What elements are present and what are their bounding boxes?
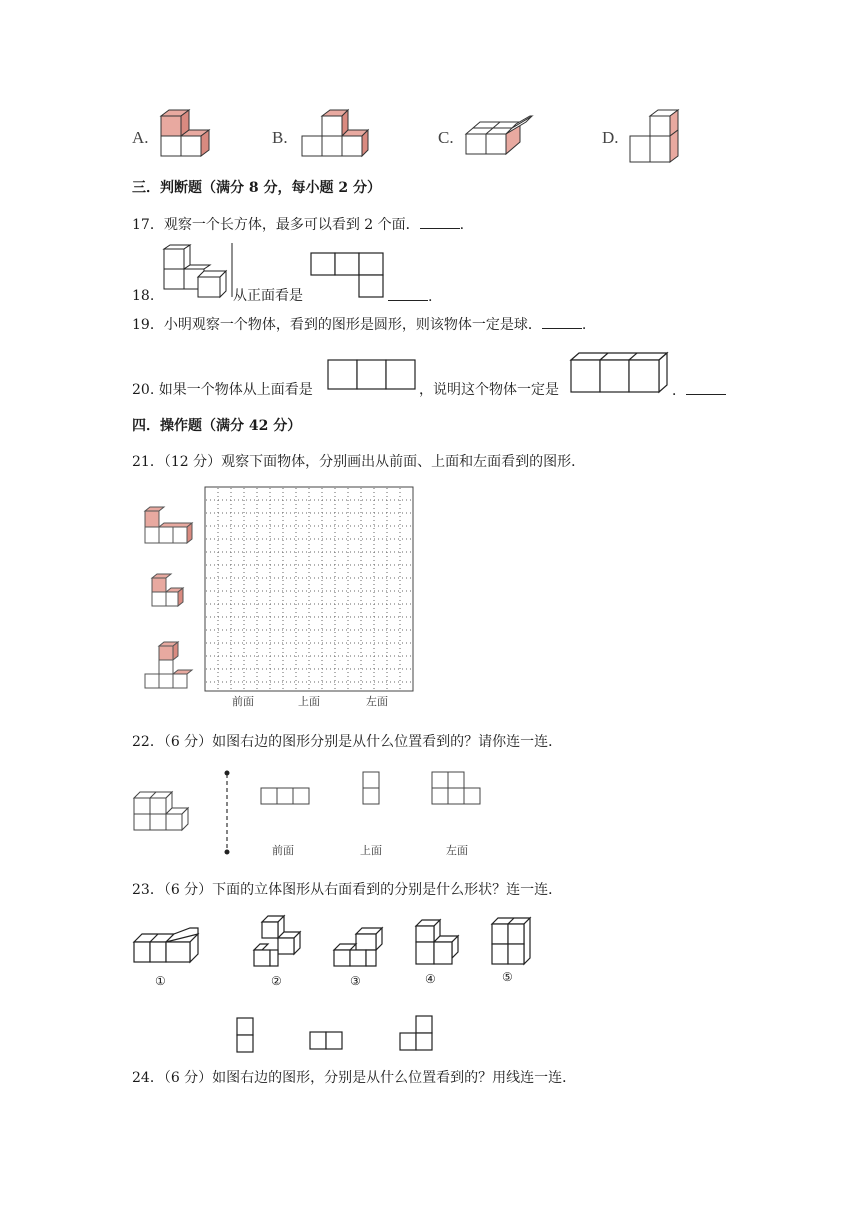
q21-label-top: 上面 (298, 695, 320, 708)
q22-view-1[interactable] (260, 786, 314, 808)
q21-object-3 (143, 640, 195, 690)
q21-object-2 (150, 572, 186, 612)
q18-mid-text: 从正面看是 (233, 288, 303, 304)
q19-answer-blank[interactable] (542, 314, 582, 329)
q21-object-1 (143, 505, 195, 545)
q18-end: . (428, 289, 433, 305)
option-d-label: D. (602, 128, 619, 147)
option-c-figure (460, 108, 540, 166)
q18-front-view (310, 252, 390, 298)
q18-answer-blank[interactable] (388, 286, 428, 301)
option-a-label: A. (132, 128, 149, 147)
q18-answer (388, 286, 432, 307)
option-b-label: B. (272, 128, 288, 147)
q21-label-front: 前面 (232, 695, 254, 708)
q23-solid-2 (250, 914, 306, 970)
q21-label-left: 左面 (366, 695, 388, 708)
q20-end: ． (672, 383, 686, 399)
q19-row (132, 314, 586, 335)
q19-text: 19．小明观察一个物体，看到的图形是圆形，则该物体一定是球． (132, 317, 542, 333)
q23-label-3: ③ (350, 974, 361, 988)
q22-label-left: 左面 (446, 844, 468, 857)
q20-solid-figure (568, 351, 672, 395)
q22-solid-figure (132, 790, 194, 836)
q22-dashed-divider (222, 770, 232, 856)
q23-view-b[interactable] (309, 1030, 345, 1052)
q19-end: . (581, 317, 587, 333)
q23-label-2: ② (271, 974, 282, 988)
q23-solid-4 (412, 918, 462, 970)
q22-label-top: 上面 (360, 844, 382, 857)
q23-text: 23．（6 分）下面的立体图形从右面看到的分别是什么形状？连一连． (132, 882, 563, 898)
q17-answer-blank[interactable] (420, 214, 460, 229)
q23-solid-3 (332, 928, 388, 970)
q23-solid-5 (490, 916, 534, 968)
q23-label-5: ⑤ (502, 970, 513, 984)
option-b-figure (296, 108, 376, 166)
option-c-label: C. (438, 128, 454, 147)
q17-row (132, 214, 464, 235)
q17-text: 17．观察一个长方体，最多可以看到 2 个面． (132, 217, 420, 233)
q21-text: 21．（12 分）观察下面物体，分别画出从前面、上面和左面看到的图形． (132, 454, 586, 470)
q18-number: 18. (132, 288, 155, 304)
q23-view-c[interactable] (399, 1014, 437, 1054)
q20-mid-text: ，说明这个物体一定是 (419, 382, 559, 398)
section3-title: 三．判断题（满分 8 分，每小题 2 分） (132, 180, 381, 196)
q22-view-3[interactable] (431, 770, 487, 808)
q23-label-4: ④ (425, 972, 436, 986)
q23-label-1: ① (155, 974, 166, 988)
option-d-figure (624, 108, 694, 166)
section4-title: 四．操作题（满分 42 分） (132, 418, 302, 434)
q17-end: . (459, 217, 465, 233)
q24-text: 24．（6 分）如图右边的图形，分别是从什么位置看到的？用线连一连． (132, 1070, 577, 1086)
q21-dotted-grid[interactable] (204, 486, 416, 692)
q20-pre-text: 20. 如果一个物体从上面看是 (132, 382, 313, 398)
q20-answer-blank[interactable] (686, 380, 726, 395)
q20-top-view (327, 358, 419, 392)
q18-solid-figure (160, 243, 240, 303)
q23-view-a[interactable] (236, 1016, 256, 1054)
q23-solid-1 (132, 928, 202, 970)
q22-text: 22．（6 分）如图右边的图形分别是从什么位置看到的？请你连一连． (132, 734, 563, 750)
q22-label-front: 前面 (272, 844, 294, 857)
option-a-figure (155, 108, 225, 166)
q20-answer (672, 380, 726, 401)
q22-view-2[interactable] (362, 770, 384, 808)
